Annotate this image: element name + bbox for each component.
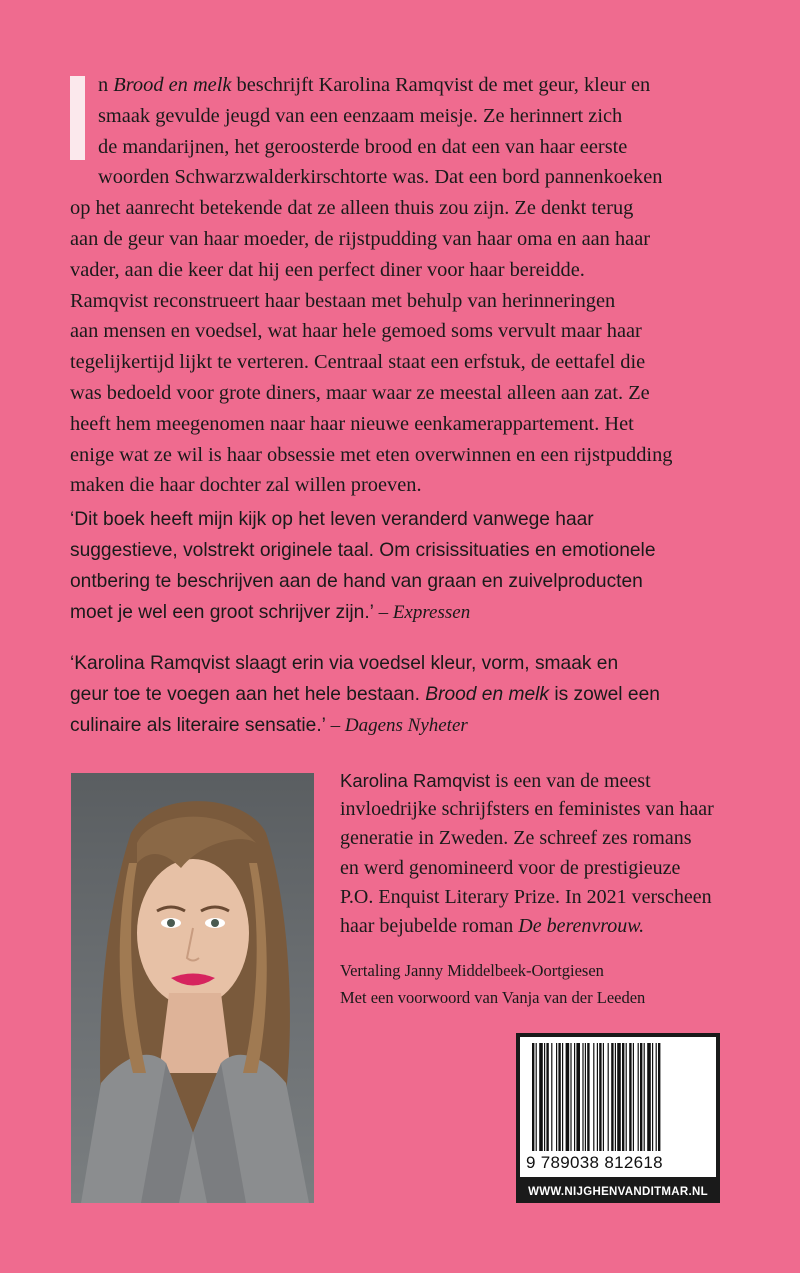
blurb-line: tegelijkertijd lijkt te verteren. Centraal staat een erfstuk, de eettafel die <box>70 351 646 374</box>
bio-line: haar bejubelde roman De berenvrouw. <box>340 914 645 937</box>
author-photo <box>71 773 314 1203</box>
isbn-barcode <box>516 1033 720 1181</box>
book-title: Brood en melk <box>425 684 549 705</box>
quote-line: ‘Karolina Ramqvist slaagt erin via voedsel kleur, vorm, smaak en <box>70 653 619 674</box>
bio-line: en werd genomineerd voor de prestigieuze <box>340 856 681 879</box>
book-title: Brood en melk <box>113 74 232 96</box>
review-quote-expressen <box>70 504 750 628</box>
blurb-line: woorden Schwarzwalderkirschtorte was. Dat een bord pannenkoeken <box>98 166 663 189</box>
blurb-text <box>70 70 746 501</box>
blurb-line: Ramqvist reconstrueert haar bestaan met behulp van herinneringen <box>70 289 616 312</box>
foreword-credit: Met een voorwoord van Vanja van der Leeden <box>340 987 646 1007</box>
blurb-line: n Brood en melk beschrijft Karolina Ramqvist de met geur, kleur en <box>98 74 651 96</box>
book-title: De berenvrouw. <box>518 914 645 937</box>
blurb-line: maken die haar dochter zal willen proeven. <box>70 474 422 497</box>
bio-line: Karolina Ramqvist is een van de meest <box>340 770 651 792</box>
translator-credit: Vertaling Janny Middelbeek-Oortgiesen <box>340 961 604 980</box>
quote-line: culinaire als literaire sensatie.’ – Dagens Nyheter <box>70 715 468 736</box>
blurb-line: op het aanrecht betekende dat ze alleen thuis zou zijn. Ze denkt terug <box>70 197 634 220</box>
bio-line: P.O. Enquist Literary Prize. In 2021 verscheen <box>340 885 712 908</box>
blurb-line: aan de geur van haar moeder, de rijstpudding van haar oma en aan haar <box>70 227 651 250</box>
blurb-line: heeft hem meegenomen naar haar nieuwe eenkamerappartement. Het <box>70 412 634 435</box>
quote-source: – Expressen <box>378 602 471 623</box>
publisher-website: WWW.NIJGHENVANDITMAR.NL <box>516 1181 720 1203</box>
isbn-digits: 9 789038 812618 <box>526 1153 663 1172</box>
author-name: Karolina Ramqvist <box>340 770 491 791</box>
blurb-line: de mandarijnen, het geroosterde brood en dat een van haar eerste <box>98 135 628 158</box>
blurb-line: enige wat ze wil is haar obsessie met eten overwinnen en een rijstpudding <box>70 443 673 466</box>
review-quote-dagens-nyheter <box>70 648 750 741</box>
blurb-line: was bedoeld voor grote diners, maar waar ze meestal alleen aan zat. Ze <box>70 381 650 404</box>
blurb-line: vader, aan die keer dat hij een perfect diner voor haar bereidde. <box>70 258 585 281</box>
quote-source: – Dagens Nyheter <box>330 715 468 736</box>
author-bio <box>340 766 760 941</box>
credits <box>340 958 760 1011</box>
quote-line: moet je wel een groot schrijver zijn.’ – Expressen <box>70 602 471 623</box>
bio-line: invloedrijke schrijfsters en feministes van haar <box>340 798 714 821</box>
barcode-bars <box>532 1043 708 1151</box>
quote-line: geur toe te voegen aan het hele bestaan. Brood en melk is zowel een <box>70 684 660 705</box>
quote-line: suggestieve, volstrekt originele taal. Om crisissituaties en emotionele <box>70 540 656 561</box>
quote-line: ‘Dit boek heeft mijn kijk op het leven veranderd vanwege haar <box>70 509 594 530</box>
blurb-line: aan mensen en voedsel, wat haar hele gemoed soms vervult maar haar <box>70 320 642 343</box>
bio-line: generatie in Zweden. Ze schreef zes romans <box>340 827 692 850</box>
quote-line: ontbering te beschrijven aan de hand van graan en zuivelproducten <box>70 571 643 592</box>
blurb-line: smaak gevulde jeugd van een eenzaam meisje. Ze herinnert zich <box>98 104 623 127</box>
